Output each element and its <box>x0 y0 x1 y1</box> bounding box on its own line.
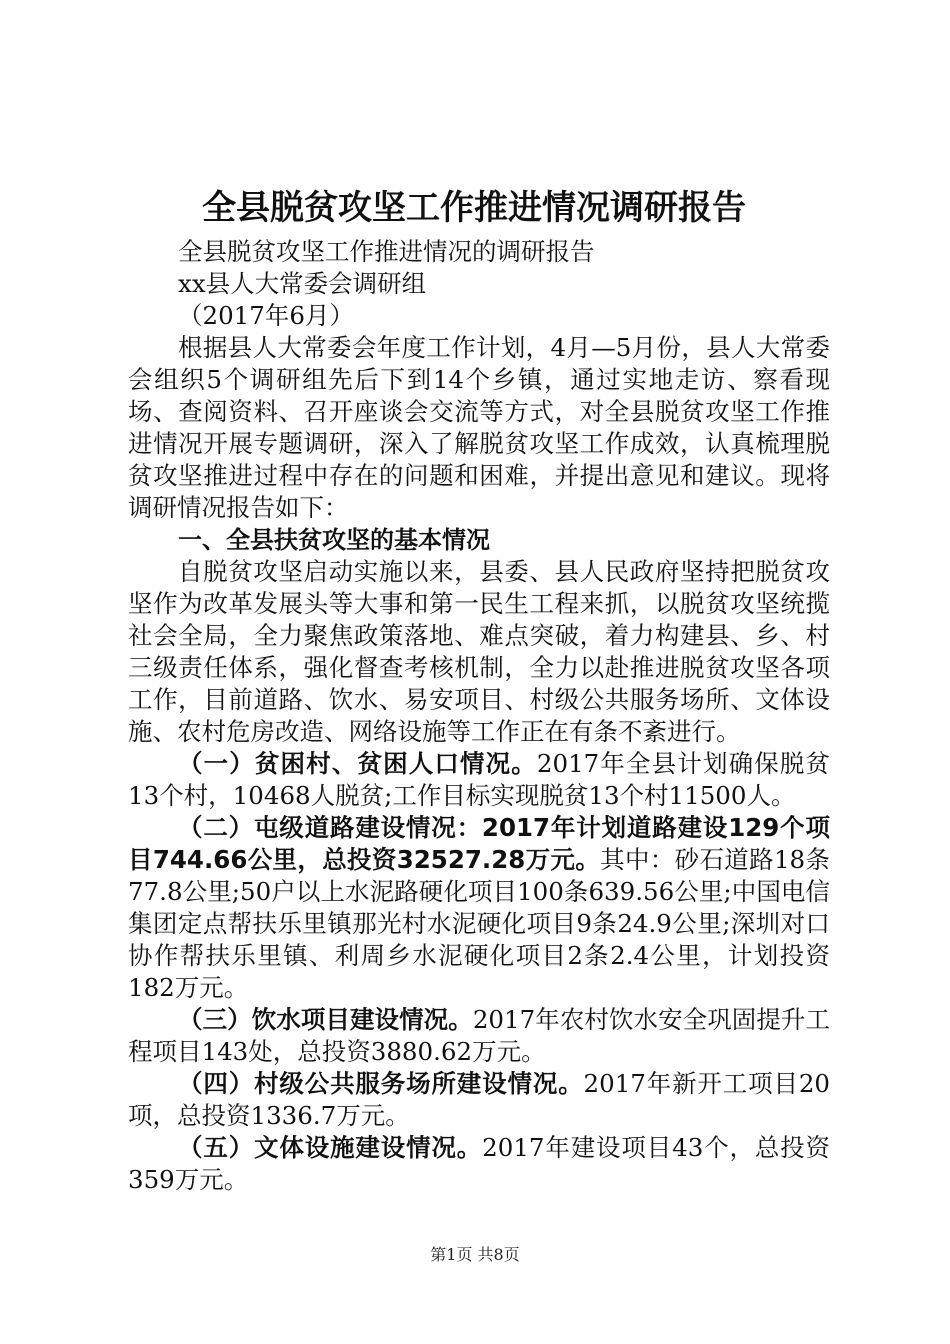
item-4-body: 2017年新开工项目20项，总投资1336.7万元。 <box>128 1069 830 1130</box>
item-3-body: 2017年农村饮水安全巩固提升工程项目143处，总投资3880.62万元。 <box>128 1005 830 1066</box>
section-heading-1: 一、全县扶贫攻坚的基本情况 <box>178 526 490 554</box>
item-2-body: 其中：砂石道路18条77.8公里;50户以上水泥路硬化项目100条639.56公里;中国电信集团定点帮扶乐里镇那光村水泥硬化项目9条24.9公里;深圳对口协作帮扶乐里镇、利周乡水泥硬化项目2条2.4公里，计划投资182万元。 <box>128 845 830 1002</box>
item-4-paragraph <box>128 1068 830 1132</box>
document-subtitle: 全县脱贫攻坚工作推进情况的调研报告 <box>178 237 595 266</box>
section1-paragraph: 自脱贫攻坚启动实施以来，县委、县人民政府坚持把脱贫攻坚作为改革发展头等大事和第一民生工程来抓，以脱贫攻坚统揽社会全局，全力聚焦政策落地、难点突破，着力构建县、乡、村三级责任体系，强化督查考核机制，全力以赴推进脱贫攻坚各项工作，目前道路、饮水、易安项目、村级公共服务场所、文体设施、农村危房改造、网络设施等工作正在有条不紊进行。 <box>128 557 830 746</box>
document-title: 全县脱贫攻坚工作推进情况调研报告 <box>202 188 746 228</box>
item-5-lead: （五）文体设施建设情况。 <box>178 1133 483 1162</box>
item-3-lead: （三）饮水项目建设情况。 <box>178 1005 473 1034</box>
item-5-paragraph <box>128 1132 830 1196</box>
item-1-body: 2017年全县计划确保脱贫13个村，10468人脱贫;工作目标实现脱贫13个村11500人。 <box>128 749 831 810</box>
item-4-lead: （四）村级公共服务场所建设情况。 <box>178 1069 584 1098</box>
item-1-lead: （一）贫困村、贫困人口情况。 <box>178 749 537 778</box>
document-page <box>128 180 830 1196</box>
page-footer: 第1页 共8页 <box>430 1245 520 1264</box>
item-1-paragraph <box>128 748 830 812</box>
item-5-body: 2017年建设项目43个，总投资359万元。 <box>128 1133 831 1194</box>
item-2-paragraph <box>128 812 830 1004</box>
document-author: xx县人大常委会调研组 <box>178 269 427 298</box>
document-date: （2017年6月） <box>178 301 354 330</box>
intro-paragraph: 根据县人大常委会年度工作计划，4月—5月份，县人大常委会组织5个调研组先后下到14个乡镇，通过实地走访、察看现场、查阅资料、召开座谈会交流等方式，对全县脱贫攻坚工作推进情况开展专题调研，深入了解脱贫攻坚工作成效，认真梳理脱贫攻坚推进过程中存在的问题和困难，并提出意见和建议。现将调研情况报告如下： <box>128 333 830 522</box>
item-2-lead: （二）屯级道路建设情况：2017年计划道路建设129个项目744.66公里，总投资32527.28万元。 <box>128 813 830 874</box>
item-3-paragraph <box>128 1004 830 1068</box>
